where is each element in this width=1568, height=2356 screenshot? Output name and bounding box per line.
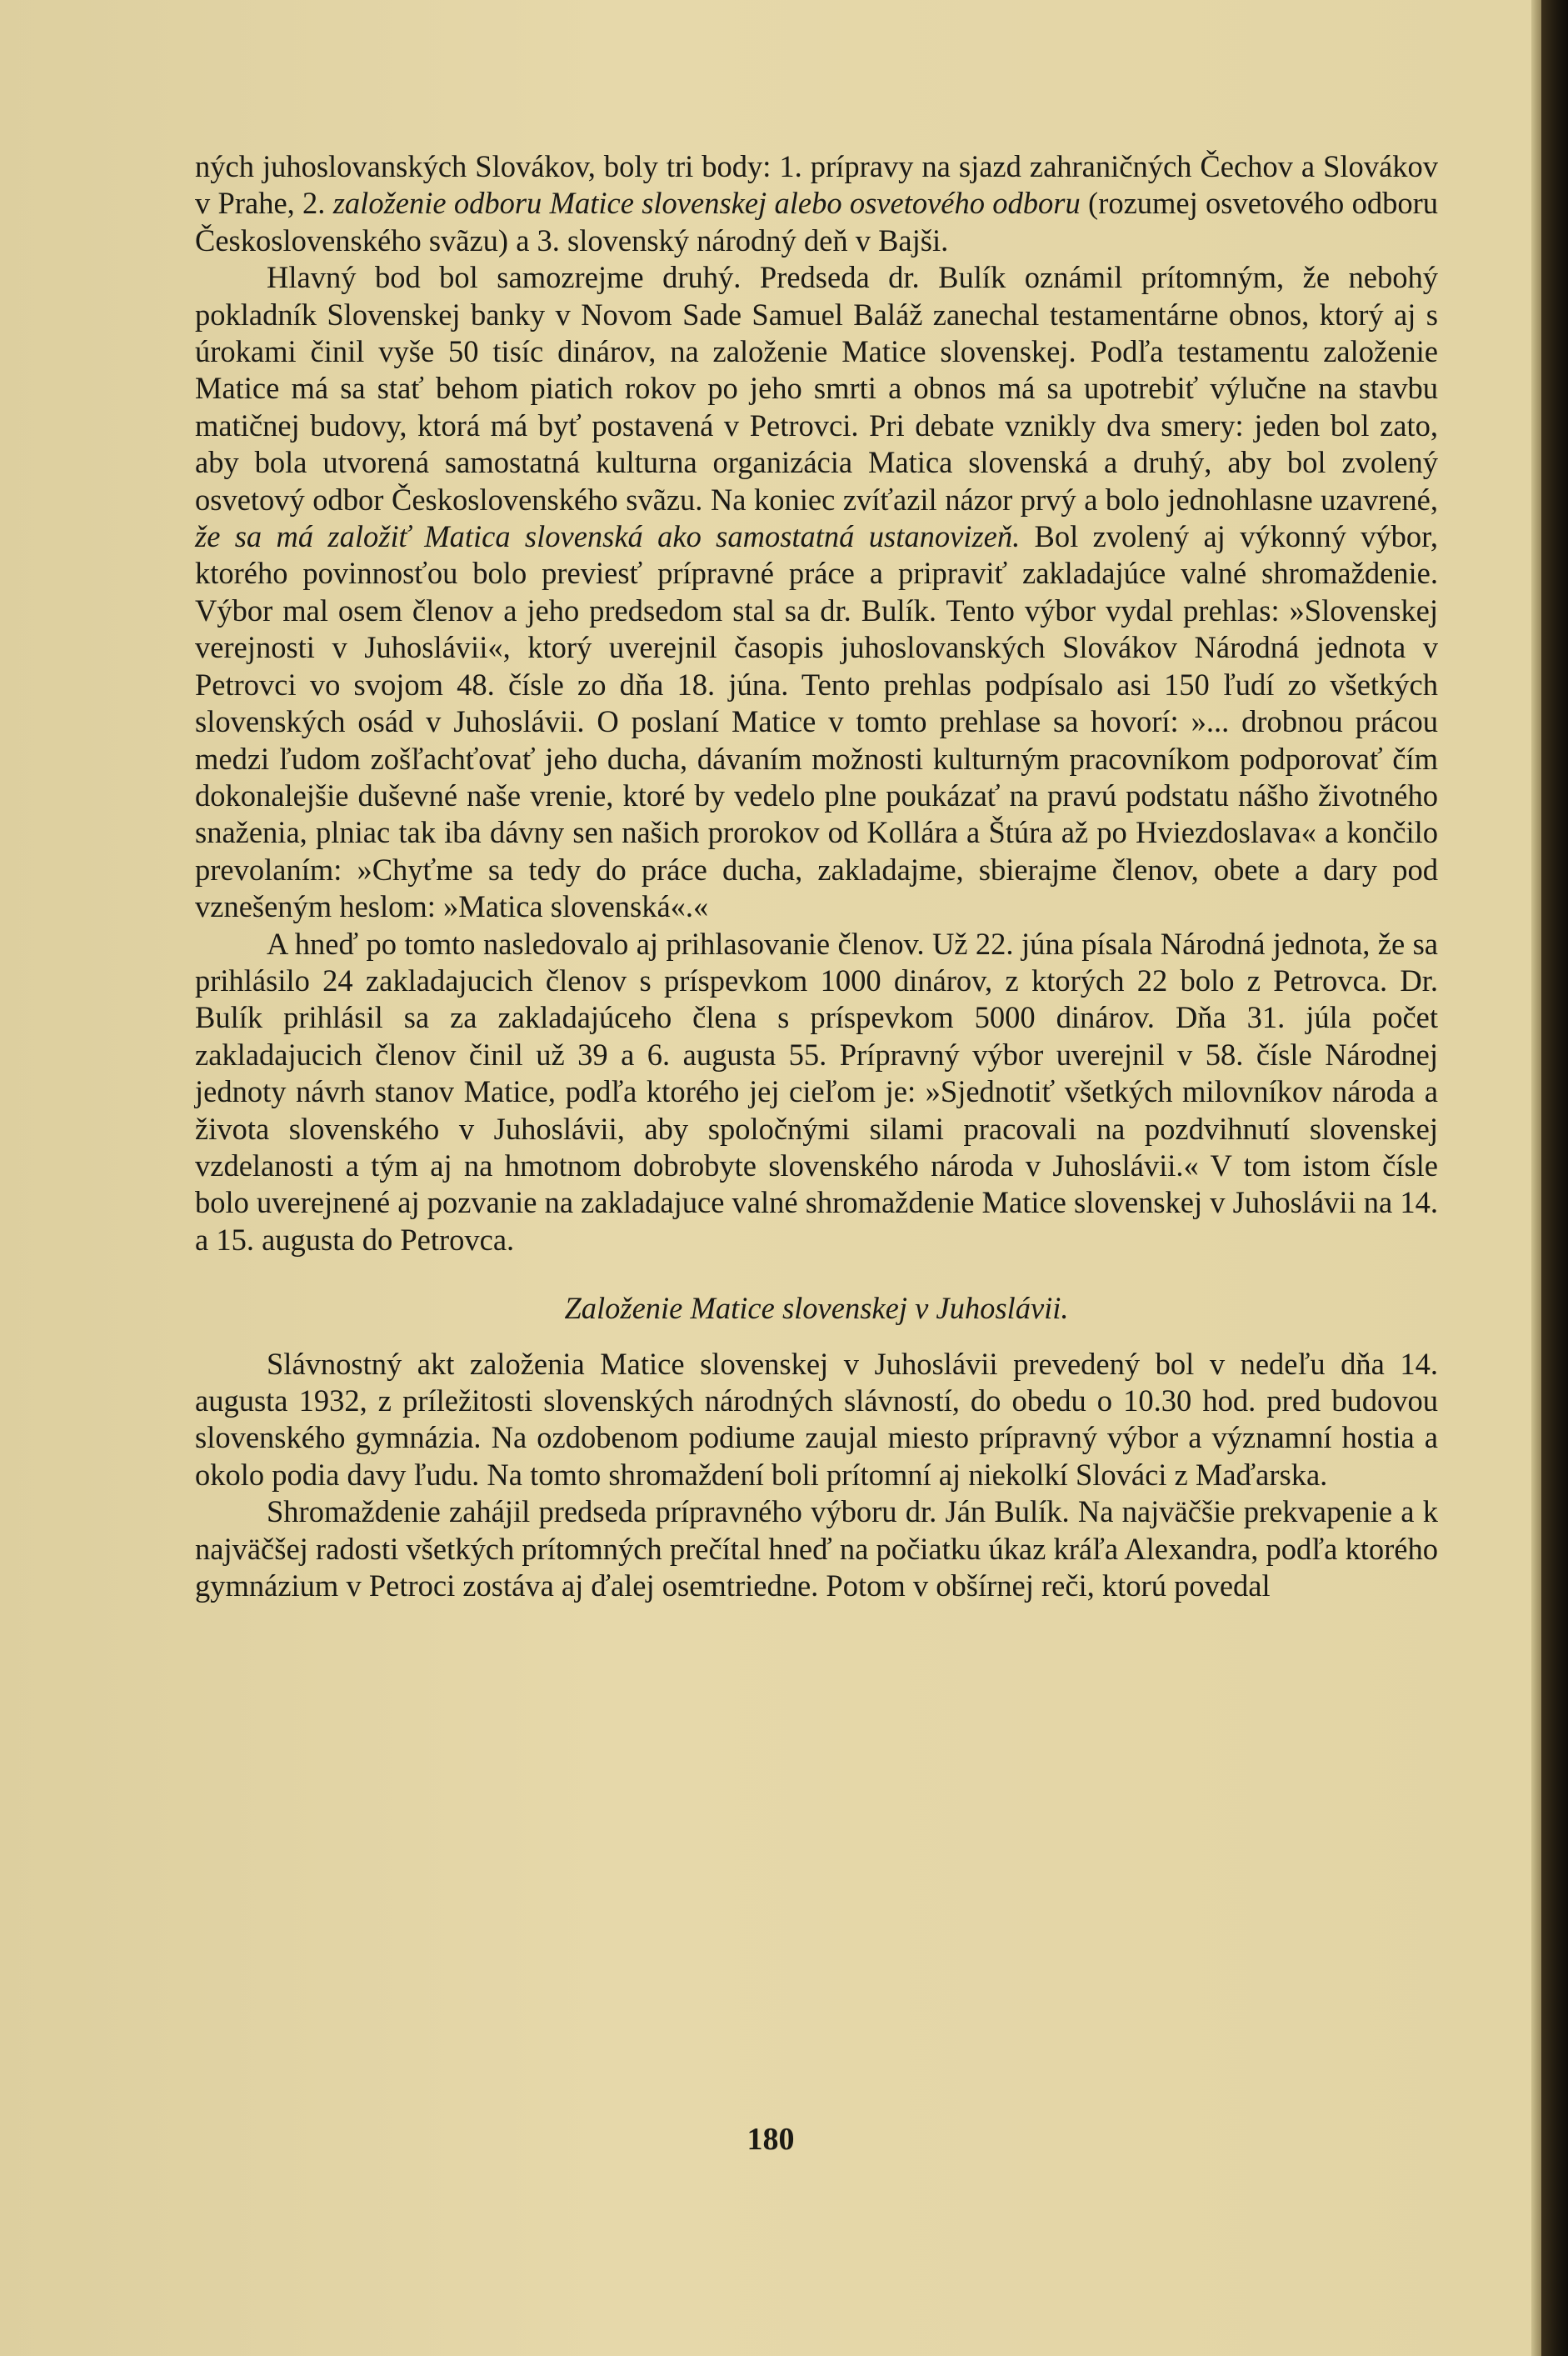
paragraph-5: Shromaždenie zahájil predseda prípravného výboru dr. Ján Bulík. Na najväčšie prekvapenie a k najväčšej radosti všetkých prítomných prečítal hneď na počiatku úkaz kráľa Alexandra, podľa ktorého gymnázium v Petroci zostáva aj ďalej osemtriedne. Potom v obšírnej reči, ktorú povedal (195, 1494, 1438, 1603)
italic-phrase: založenie odboru Matice slovenskej alebo osvetového odboru (332, 186, 1081, 221)
section-heading: Založenie Matice slovenskej v Juhoslávii. (564, 1291, 1069, 1326)
page-body (195, 148, 1438, 1604)
book-spine-shadow (1541, 0, 1568, 2356)
paragraph-4: Slávnostný akt založenia Matice slovenskej v Juhoslávii prevedený bol v nedeľu dňa 14. augusta 1932, z príležitosti slovenských národných slávností, do obedu o 10.30 hod. pred budovou slovenského gymnázia. Na ozdobenom podiume zaujal miesto prípravný výbor a významní hostia a okolo podia davy ľudu. Na tomto shromaždení boli prítomní aj niekolkí Slováci z Maďarska. (195, 1346, 1438, 1492)
italic-phrase: že sa má založiť Matica slovenská ako samostatná ustanovizeň. (195, 519, 1021, 554)
paragraph-2: Hlavný bod bol samozrejme druhý. Predseda dr. Bulík oznámil prítomným, že nebohý pokladník Slovenskej banky v Novom Sade Samuel Baláž zanechal testamentárne obnos, ktorý aj s úrokami činil vyše 50 tisíc dinárov, na založenie Matice slovenskej. Podľa testamentu založenie Matice má sa stať behom piatich rokov po jeho smrti a obnos má sa upotrebiť výlučne na stavbu matičnej budovy, ktorá má byť postavená v Petrovci. Pri debate vznikly dva smery: jeden bol zato, aby bola utvorená samostatná kulturna organizácia Matica slovenská a druhý, aby bol zvolený osvetový odbor Československého svãzu. Na koniec zvíťazil názor prvý a bolo jednohlasne uzavrené, že sa má založiť Matica slovenská ako samostatná ustanovizeň. Bol zvolený aj výkonný výbor, ktorého povinnosťou bolo previesť prípravné práce a pripraviť zakladajúce valné shromaždenie. Výbor mal osem členov a jeho predsedom stal sa dr. Bulík. Tento výbor vydal prehlas: »Slovenskej verejnosti v Juhoslávii«, ktorý uverejnil časopis juhoslovanských Slovákov Národná jednota v Petrovci vo svojom 48. čísle zo dňa 18. júna. Tento prehlas podpísalo asi 150 ľudí zo všetkých slovenských osád v Juhoslávii. O poslaní Matice v tomto prehlase sa hovorí: »... drobnou prácou medzi ľudom zošľachťovať jeho ducha, dávaním možnosti kulturným pracovníkom podporovať čím dokonalejšie duševné naše vrenie, ktoré by vedelo plne poukázať na pravú podstatu nášho životného snaženia, plniac tak iba dávny sen našich prorokov od Kollára a Štúra až po Hviezdoslava« a končilo prevolaním: »Chyťme sa tedy do práce ducha, zakladajme, sbierajme členov, obete a dary pod vznešeným heslom: »Matica slovenská«.« (195, 260, 1439, 924)
paragraph-1: ných juhoslovanských Slovákov, boly tri body: 1. prípravy na sjazd zahraničných Čechov a Slovákov v Prahe, 2. založenie odboru Matice slovenskej alebo osvetového odboru (rozumej osvetového odboru Československého svãzu) a 3. slovenský národný deň v Bajši. (195, 149, 1438, 258)
paragraph-3: A hneď po tomto nasledovalo aj prihlasovanie členov. Už 22. júna písala Národná jednota, že sa prihlásilo 24 zakladajucich členov s príspevkom 1000 dinárov, z ktorých 22 bolo z Petrovca. Dr. Bulík prihlásil sa za zakladajúceho člena s príspevkom 5000 dinárov. Dňa 31. júla počet zakladajucich členov činil už 39 a 6. augusta 55. Prípravný výbor uverejnil v 58. čísle Národnej jednoty návrh stanov Matice, podľa ktorého jej cieľom je: »Sjednotiť všetkých milovníkov národa a života slovenského v Juhoslávii, aby spoločnými silami pracovali na pozdvihnutí slovenskej vzdelanosti a tým aj na hmotnom dobrobyte slovenského národa v Juhoslávii.« V tom istom čísle bolo uverejnené aj pozvanie na zakladajuce valné shromaždenie Matice slovenskej v Juhoslávii na 14. a 15. augusta do Petrovca. (195, 926, 1438, 1257)
page-number: 180 (747, 2122, 795, 2157)
